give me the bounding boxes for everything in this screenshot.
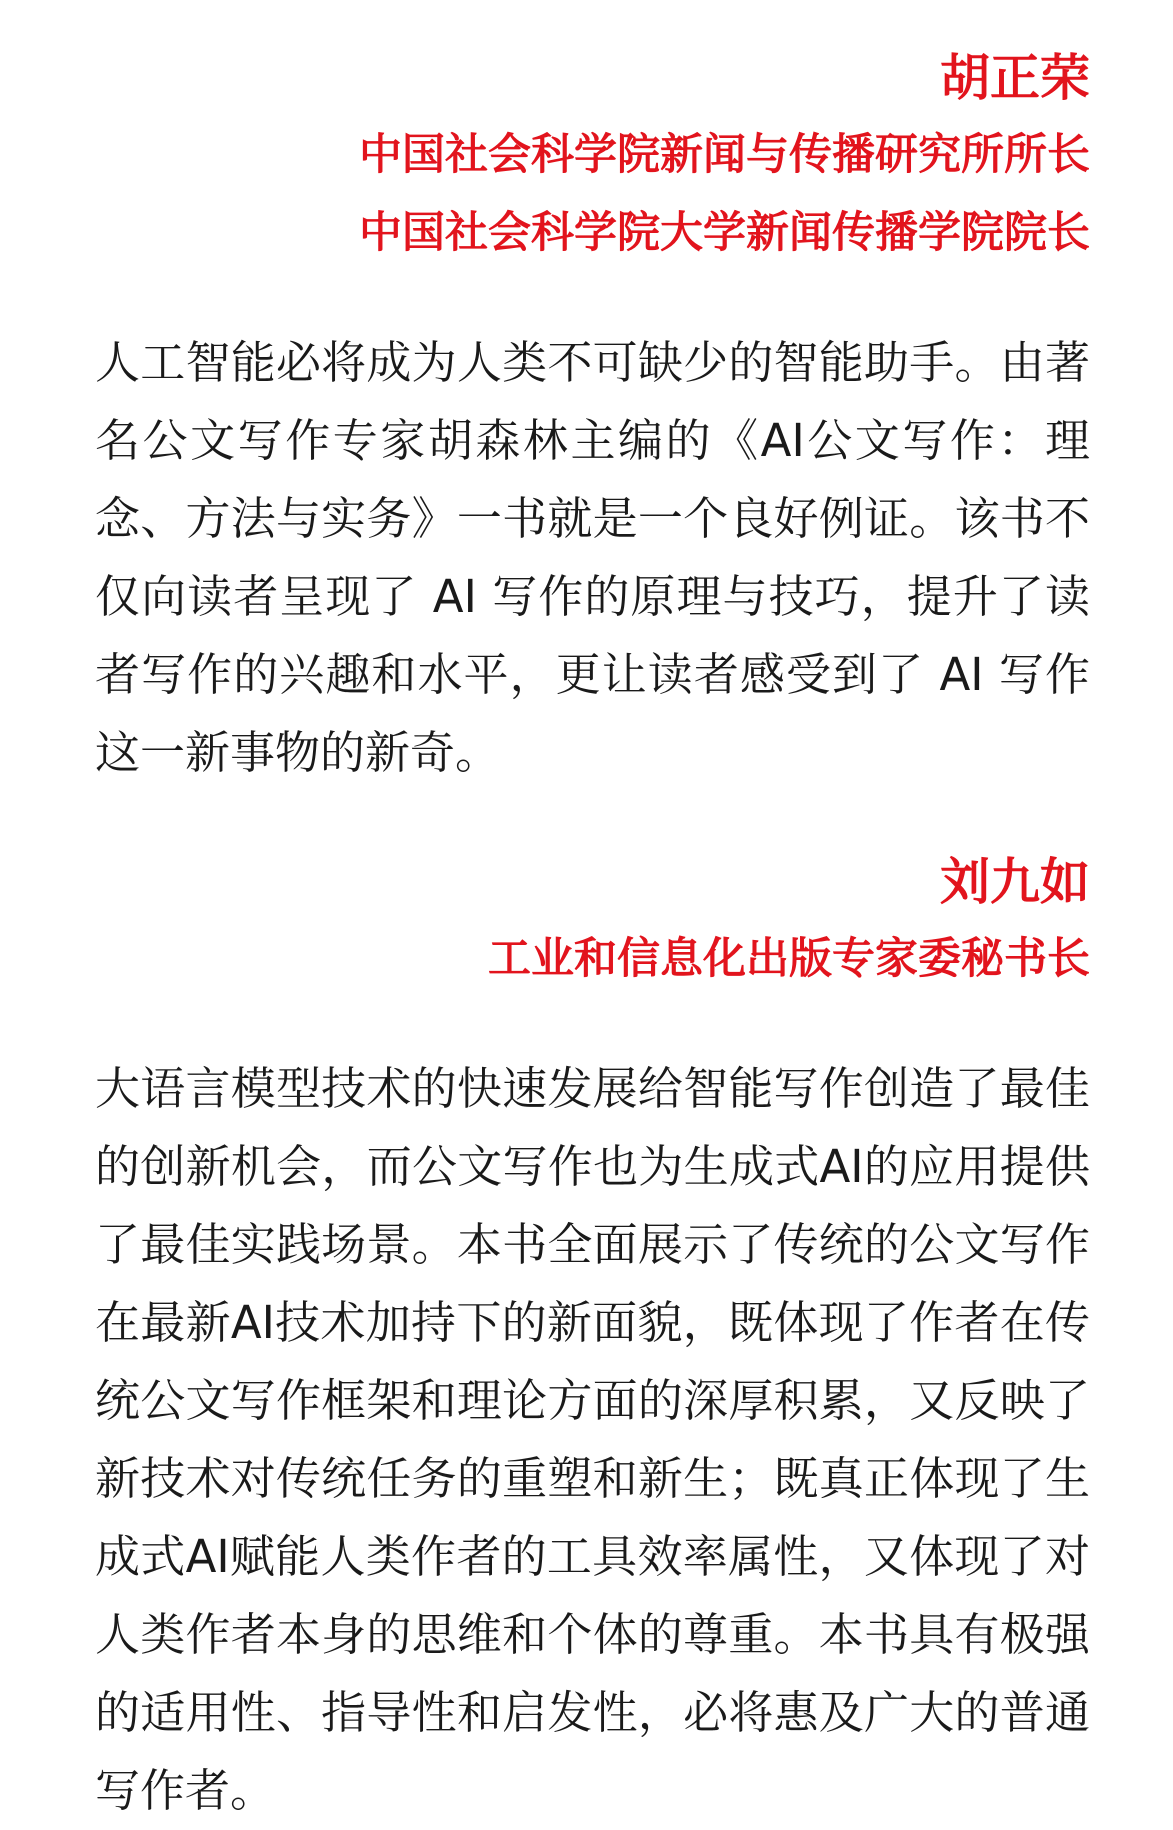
quote-line: 念、方法与实务》一书就是一个良好例证。该书不 [95,492,1090,545]
quote-line: 人类作者本身的思维和个体的尊重。本书具有极强 [95,1608,1090,1661]
quote-line: 名公文写作专家胡森林主编的《AI公文写作：理 [95,414,1090,467]
quote-line: 在最新AI技术加持下的新面貌，既体现了作者在传 [95,1296,1090,1349]
quote-line: 的适用性、指导性和启发性，必将惠及广大的普通 [95,1686,1090,1739]
quote-line: 写作者。 [95,1764,276,1817]
endorsement-hu-zhengrong [95,40,1090,792]
endorsement-quote [95,324,1090,792]
author-name: 刘九如 [940,853,1090,911]
author-name: 胡正荣 [940,49,1090,107]
quote-line: 人工智能必将成为人类不可缺少的智能助手。由著 [95,336,1090,389]
endorsement-page [95,40,1090,1830]
endorsement-liu-jiuru [95,844,1090,1830]
quote-line: 大语言模型技术的快速发展给智能写作创造了最佳 [95,1062,1090,1115]
quote-line: 成式AI赋能人类作者的工具效率属性，又体现了对 [95,1530,1090,1583]
quote-line: 新技术对传统任务的重塑和新生；既真正体现了生 [95,1452,1090,1505]
quote-line: 统公文写作框架和理论方面的深厚积累，又反映了 [95,1374,1090,1427]
quote-line: 了最佳实践场景。本书全面展示了传统的公文写作 [95,1218,1090,1271]
quote-line: 的创新机会，而公文写作也为生成式AI的应用提供 [95,1140,1090,1193]
author-title: 中国社会科学院新闻与传播研究所所长 [359,130,1090,180]
quote-line: 仅向读者呈现了 AI 写作的原理与技巧，提升了读 [95,570,1090,623]
endorsement-quote [95,1050,1090,1830]
author-title: 工业和信息化出版专家委秘书长 [488,934,1090,984]
quote-line: 者写作的兴趣和水平，更让读者感受到了 AI 写作 [95,648,1090,701]
author-block [95,40,1090,272]
author-title: 中国社会科学院大学新闻传播学院院长 [359,208,1090,258]
author-block [95,844,1090,998]
quote-line: 这一新事物的新奇。 [95,726,501,779]
